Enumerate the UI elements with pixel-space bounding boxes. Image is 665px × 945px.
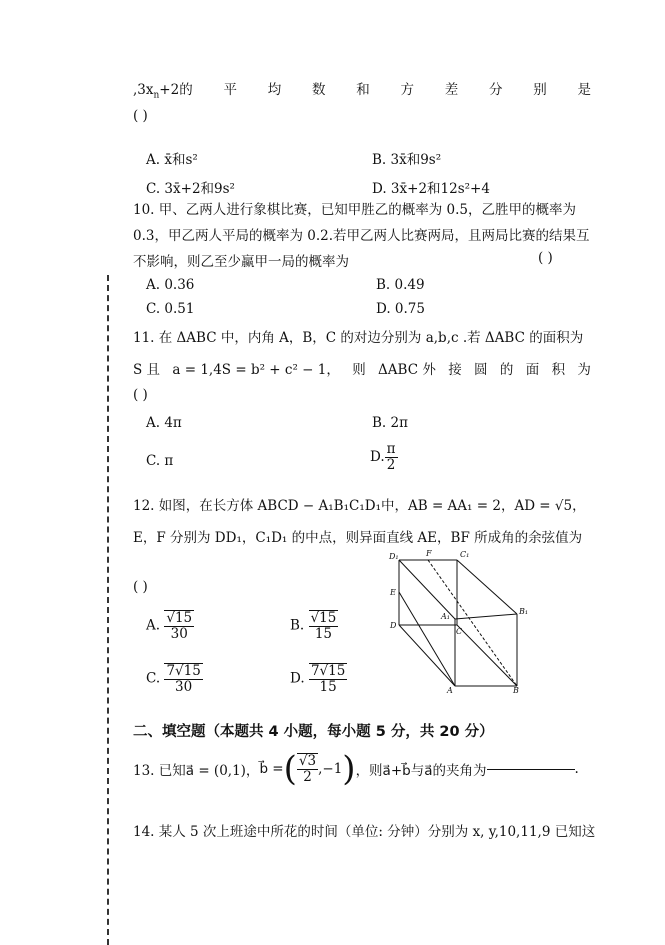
label-c1: C₁	[460, 550, 470, 559]
q13-vec-a: a⃗ = (0,1)，	[185, 763, 260, 779]
q11-part: S 且	[133, 362, 161, 378]
q12-option-d-fraction: $\frac{7√15}{15}$	[310, 663, 346, 695]
q12-option-a-fraction: $\frac{√15}{30}$	[166, 610, 193, 642]
q11-option-a: A. 4π	[146, 415, 182, 431]
q11-option-d-label: D.	[370, 448, 385, 465]
q10-option-c: C. 0.51	[146, 301, 195, 317]
q10-line-3: 不影响，则乙至少赢甲一局的概率为	[133, 254, 349, 270]
q14-line-1: 14. 某人 5 次上班途中所花的时间（单位: 分钟）分别为 x, y,10,11,9 已知这	[133, 824, 596, 840]
edge-d-a	[399, 625, 455, 686]
q10-answer-paren: ( )	[538, 250, 553, 266]
q9-char: 方	[400, 82, 414, 98]
label-a1: A₁	[441, 612, 450, 621]
q9-option-c: C. 3x̄+2和9s²	[146, 181, 235, 197]
q11-part: 则	[352, 362, 366, 378]
q9-option-b: B. 3x̄和9s²	[372, 152, 442, 168]
q11-part: 圆	[474, 362, 488, 378]
edge-c1-b1	[457, 560, 517, 614]
q11-part: ΔABC 外	[378, 362, 436, 378]
q9-char: 是	[577, 82, 591, 98]
q9-stem	[133, 78, 591, 101]
q9-char: 别	[533, 82, 547, 98]
q11-option-d-fraction: $\frac{\pi}{2}$	[386, 441, 396, 473]
q10-line-1: 10. 甲、乙两人进行象棋比赛，已知甲胜乙的概率为 0.5，乙胜甲的概率为	[133, 202, 577, 218]
label-d1: D₁	[389, 552, 399, 561]
q13-text-end: ，则a⃗+b⃗与a⃗的夹角为	[355, 763, 487, 779]
label-f: F	[426, 549, 432, 558]
q9-char: 分	[488, 82, 503, 98]
q12-line-1: 12. 如图，在长方体 ABCD − A₁B₁C₁D₁中，AB = AA₁ = 2，AD = √5，	[133, 498, 586, 514]
binding-dashed-line	[107, 275, 109, 945]
q10-line-2: 0.3，甲乙两人平局的概率为 0.2.若甲乙两人比赛两局，且两局比赛的结果互	[133, 228, 590, 244]
q12-answer-paren: ( )	[133, 579, 148, 595]
q12-option-b-fraction: $\frac{√15}{15}$	[310, 610, 337, 642]
q12-option-a: A. $\frac{√15}{30}$	[146, 610, 193, 642]
label-e: E	[390, 588, 396, 597]
q10-option-d: D. 0.75	[376, 301, 425, 317]
label-a: A	[447, 686, 453, 695]
q11-part: a = 1,4S = b² + c² − 1，	[172, 362, 340, 378]
q13-vec-b-fraction: $\frac{√3}{2}$	[298, 753, 317, 785]
q11-option-c: C. π	[146, 453, 174, 469]
q12-line-2: E，F 分别为 DD₁，C₁D₁ 的中点，则异面直线 AE，BF 所成角的余弦值为	[133, 530, 583, 546]
q11-part: 接	[448, 362, 462, 378]
q11-option-b: B. 2π	[372, 415, 408, 431]
label-b1: B₁	[519, 607, 529, 616]
q10-option-a: A. 0.36	[146, 277, 195, 293]
q13-period: .	[574, 761, 579, 777]
q11-answer-paren: ( )	[133, 387, 148, 403]
q9-char: 平	[223, 82, 237, 98]
label-d: D	[390, 621, 397, 630]
q13-vec-b-start: b⃗ =	[259, 761, 284, 777]
q12-option-c: C. $\frac{7√15}{30}$	[146, 663, 201, 695]
q9-answer-paren: ( )	[133, 108, 148, 124]
q9-char: 均	[267, 82, 282, 98]
q11-line-1: 11. 在 ΔABC 中，内角 A，B，C 的对边分别为 a,b,c .若 ΔABC 的面积为	[133, 330, 584, 346]
q11-part: 为	[577, 362, 591, 378]
q9-option-d: D. 3x̄+2和12s²+4	[372, 181, 490, 197]
section-2-heading: 二、填空题（本题共 4 小题，每小题 5 分，共 20 分）	[133, 724, 494, 740]
q11-part: 的	[499, 362, 514, 378]
edge-c-b	[457, 625, 517, 686]
q9-option-a: A. x̄和s²	[146, 152, 198, 168]
edge-d1-a1	[399, 560, 455, 619]
segment-ae	[399, 592, 455, 686]
q11-line-2	[133, 358, 591, 378]
q9-stem-start: $,3x_n+2$的	[133, 82, 193, 101]
q12-option-d: D. $\frac{7√15}{15}$	[290, 663, 346, 695]
q13-text-start: 13. 已知	[133, 763, 186, 779]
segment-bf	[428, 560, 517, 686]
q12-option-b: B. $\frac{√15}{15}$	[290, 610, 337, 642]
q9-char: 和	[356, 82, 370, 98]
q9-char: 数	[311, 82, 326, 98]
q11-part: 积	[551, 362, 566, 378]
edge-a1-b1	[455, 614, 517, 619]
label-c: C	[456, 627, 463, 636]
q10-option-b: B. 0.49	[376, 277, 425, 293]
q11-option-d	[370, 442, 398, 473]
q11-part: 面	[525, 362, 540, 378]
q12-option-c-fraction: $\frac{7√15}{30}$	[166, 663, 201, 695]
q9-char: 差	[444, 82, 459, 98]
q13-vec-b-end: ,−1	[318, 761, 343, 777]
q13-answer-blank[interactable]	[487, 769, 575, 770]
cuboid-figure	[385, 548, 535, 696]
label-b: B	[513, 686, 519, 695]
q13-line: 13. 已知 a⃗ = (0,1)， b⃗ = ( $\frac{√3}{2}$ ,−1 ) ，则a⃗+b⃗与a⃗的夹角为 .	[133, 749, 579, 789]
